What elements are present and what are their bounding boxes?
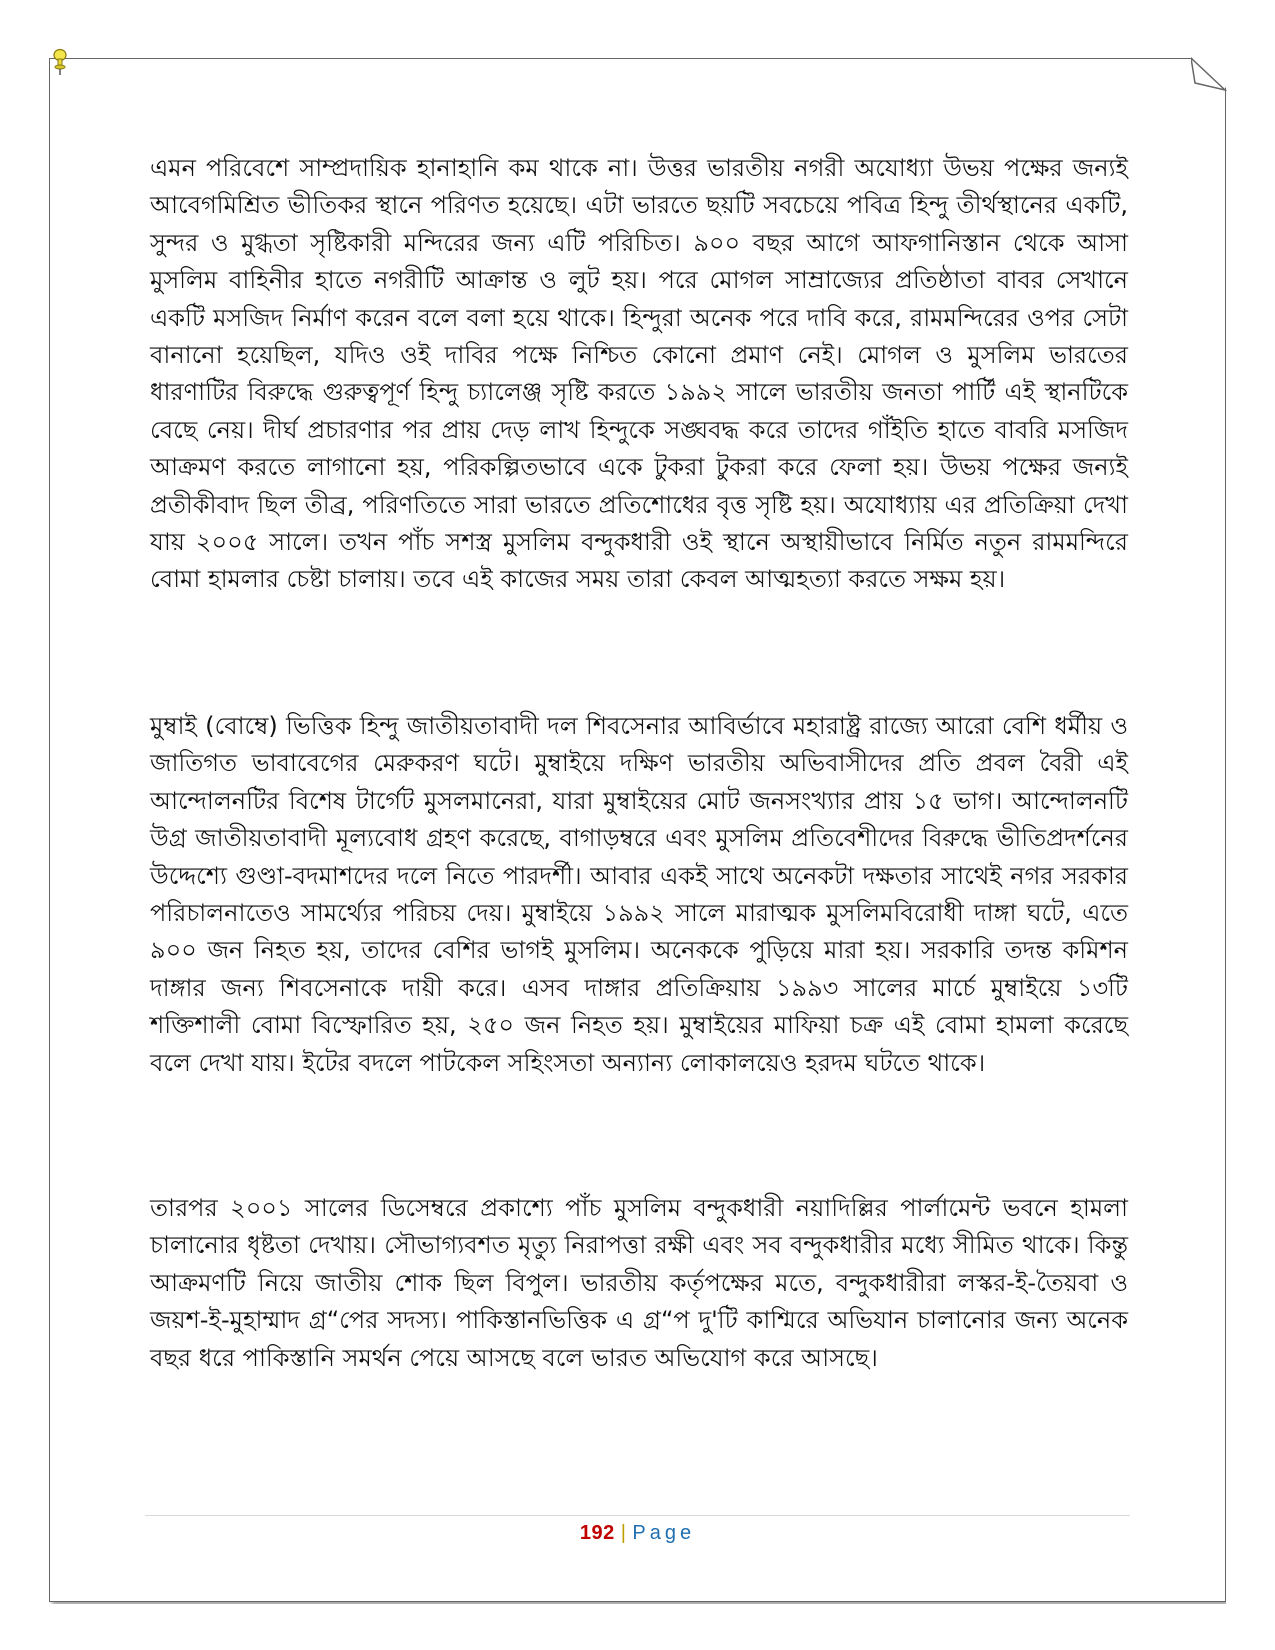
page-label: Page — [632, 1522, 696, 1544]
paragraph-parliament-attack: তারপর ২০০১ সালের ডিসেম্বরে প্রকাশ্যে পাঁচ মুসলিম বন্দুকধারী নয়াদিল্লির পার্লামেন্ট ভবনে হামলা চালানোর ধৃষ্টতা দেখায়। সৌভাগ্যবশত মৃত্যু নিরাপত্তা রক্ষী এবং সব বন্দুকধারীর মধ্যে সীমিত থাকে। কিন্তু আক্রমণটি নিয়ে জাতীয় শোক ছিল বিপুল। ভারতীয় কর্তৃপক্ষের মতে, বন্দুকধারীরা লস্কর-ই-তৈয়বা ও জয়শ-ই-মুহাম্মাদ গ্র“পের সদস্য। পাকিস্তানভিত্তিক এ গ্র“প দু'টি কাশ্মিরে অভিযান চালানোর জন্য অনেক বছর ধরে পাকিস্তানি সমর্থন পেয়ে আসছে বলে ভারত অভিযোগ করে আসছে। — [150, 1194, 1128, 1372]
paragraph-ayodhya: এমন পরিবেশে সাম্প্রদায়িক হানাহানি কম থাকে না। উত্তর ভারতীয় নগরী অযোধ্যা উভয় পক্ষের জন্যই আবেগমিশ্রিত ভীতিকর স্থানে পরিণত হয়েছে। এটা ভারতে ছয়টি সবচেয়ে পবিত্র হিন্দু তীর্থস্থানের একটি, সুন্দর ও মুগ্ধতা সৃষ্টিকারী মন্দিরের জন্য এটি পরিচিত। ৯০০ বছর আগে আফগানিস্তান থেকে আসা মুসলিম বাহিনীর হাতে নগরীটি আক্রান্ত ও লুট হয়। পরে মোগল সাম্রাজ্যের প্রতিষ্ঠাতা বাবর সেখানে একটি মসজিদ নির্মাণ করেন বলে বলা হয়ে থাকে। হিন্দুরা অনেক পরে দাবি করে, রামমন্দিরের ওপর সেটা বানানো হয়েছিল, যদিও ওই দাবির পক্ষে নিশ্চিত কোনো প্রমাণ নেই। মোগল ও মুসলিম ভারতের ধারণাটির বিরুদ্ধে গুরুত্বপূর্ণ হিন্দু চ্যালেঞ্জ সৃষ্টি করতে ১৯৯২ সালে ভারতীয় জনতা পার্টি এই স্থানটিকে বেছে নেয়। দীর্ঘ প্রচারণার পর প্রায় দেড় লাখ হিন্দুকে সঙ্ঘবদ্ধ করে তাদের গাঁইতি হাতে বাবরি মসজিদ আক্রমণ করতে লাগানো হয়, পরিকল্পিতভাবে একে টুকরা টুকরা করে ফেলা হয়। উভয় পক্ষের জন্যই প্রতীকীবাদ ছিল তীব্র, পরিণতিতে সারা ভারতে প্রতিশোধের বৃত্ত সৃষ্টি হয়। অযোধ্যায় এর প্রতিক্রিয়া দেখা যায় ২০০৫ সালে। তখন পাঁচ সশস্ত্র মুসলিম বন্দুকধারী ওই স্থানে অস্থায়ীভাবে নির্মিত নতুন রামমন্দিরে বোমা হামলার চেষ্টা চালায়। তবে এই কাজের সময় তারা কেবল আত্মহত্যা করতে সক্ষম হয়। — [150, 154, 1128, 594]
dog-ear-corner-icon — [1191, 57, 1227, 91]
page-footer — [0, 1522, 1275, 1545]
footer-divider — [145, 1515, 1130, 1516]
page-number: 192 — [579, 1522, 615, 1544]
paragraph-mumbai: মুম্বাই (বোম্বে) ভিত্তিক হিন্দু জাতীয়তাবাদী দল শিবসেনার আবির্ভাবে মহারাষ্ট্র রাজ্যে আরো বেশি ধর্মীয় ও জাতিগত ভাবাবেগের মেরুকরণ ঘটে। মুম্বাইয়ে দক্ষিণ ভারতীয় অভিবাসীদের প্রতি প্রবল বৈরী এই আন্দোলনটির বিশেষ টার্গেট মুসলমানেরা, যারা মুম্বাইয়ের মোট জনসংখ্যার প্রায় ১৫ ভাগ। আন্দোলনটি উগ্র জাতীয়তাবাদী মূল্যবোধ গ্রহণ করেছে, বাগাড়ম্বরে এবং মুসলিম প্রতিবেশীদের বিরুদ্ধে ভীতিপ্রদর্শনের উদ্দেশ্যে গুণ্ডা-বদমাশদের দলে নিতে পারদর্শী। আবার একই সাথে অনেকটা দক্ষতার সাথেই নগর সরকার পরিচালনাতেও সামর্থ্যের পরিচয় দেয়। মুম্বাইয়ে ১৯৯২ সালে মারাত্মক মুসলিমবিরোধী দাঙ্গা ঘটে, এতে ৯০০ জন নিহত হয়, তাদের বেশির ভাগই মুসলিম। অনেককে পুড়িয়ে মারা হয়। সরকারি তদন্ত কমিশন দাঙ্গার জন্য শিবসেনাকে দায়ী করে। এসব দাঙ্গার প্রতিক্রিয়ায় ১৯৯৩ সালের মার্চে মুম্বাইয়ে ১৩টি শক্তিশালী বোমা বিস্ফোরিত হয়, ২৫০ জন নিহত হয়। মুম্বাইয়ের মাফিয়া চক্র এই বোমা হামলা করেছে বলে দেখা যায়। ইটের বদলে পাটকেল সহিংসতা অন্যান্য লোকালয়েও হরদম ঘটতে থাকে। — [150, 712, 1128, 1077]
footer-separator: | — [620, 1522, 627, 1544]
pushpin-icon — [50, 48, 70, 76]
